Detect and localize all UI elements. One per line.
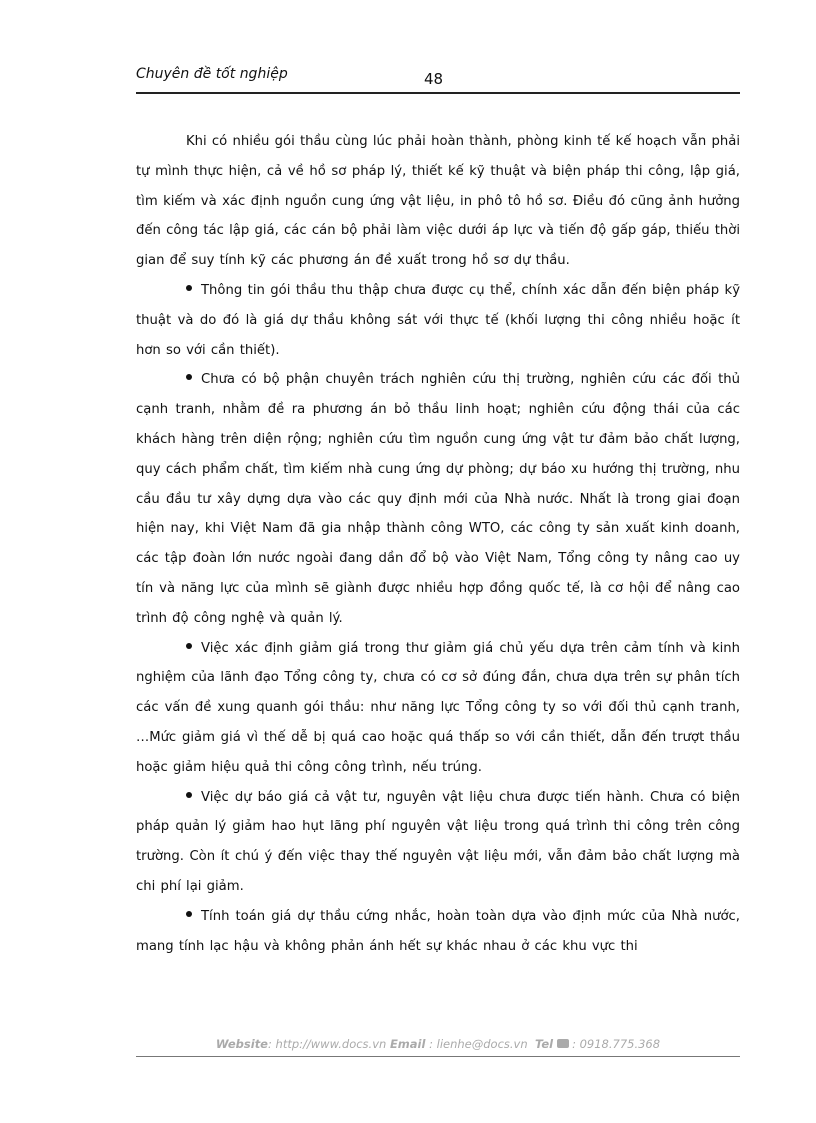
- header-title: Chuyên đề tốt nghiệp: [136, 66, 288, 82]
- bullet-text: Việc dự báo giá cả vật tư, nguyên vật liệu chưa được tiến hành. Chưa có biện pháp quản lý giảm hao hụt lãng phí nguyên vật liệu trong quá trình thi công trên công trường. Còn ít chú ý đến việc thay thế nguyên vật liệu mới, vẫn đảm bảo chất lượng mà chi phí lại giảm.: [136, 789, 740, 894]
- footer-website-link[interactable]: : http://www.docs.vn: [268, 1037, 387, 1051]
- bullet-item-5: [136, 902, 740, 962]
- bullet-item-4: [136, 783, 740, 902]
- bullet-item-3: [136, 634, 740, 783]
- footer-divider: [136, 1056, 740, 1057]
- bullet-icon: [186, 792, 192, 798]
- footer-email-label: Email: [389, 1037, 426, 1051]
- bullet-text: Chưa có bộ phận chuyên trách nghiên cứu thị trường, nghiên cứu các đối thủ cạnh tranh, nhằm đề ra phương án bỏ thầu linh hoạt; nghiên cứu động thái của các khách hàng trên diện rộng; nghiên cứu tìm nguồn cung ứng vật tư đảm bảo chất lượng, quy cách phẩm chất, tìm kiếm nhà cung ứng dự phòng; dự báo xu hướng thị trường, nhu cầu đầu tư xây dựng dựa vào các quy định mới của Nhà nước. Nhất là trong giai đoạn hiện nay, khi Việt Nam đã gia nhập thành công WTO, các công ty sản xuất kinh doanh, các tập đoàn lớn nước ngoài đang dần đổ bộ vào Việt Nam, Tổng công ty nâng cao uy tín và năng lực của mình sẽ giành được nhiều hợp đồng quốc tế, là cơ hội để nâng cao trình độ công nghệ và quản lý.: [136, 372, 740, 626]
- bullet-item-1: [136, 276, 740, 365]
- page-footer: [136, 1037, 740, 1051]
- footer-website-label: Website: [215, 1037, 268, 1051]
- bullet-text: Việc xác định giảm giá trong thư giảm giá chủ yếu dựa trên cảm tính và kinh nghiệm của lãnh đạo Tổng công ty, chưa có cơ sở đúng đắn, chưa dựa trên sự phân tích các vấn đề xung quanh gói thầu: như năng lực Tổng công ty so với đối thủ cạnh tranh, …Mức giảm giá vì thế dễ bị quá cao hoặc quá thấp so với cần thiết, dẫn đến trượt thầu hoặc giảm hiệu quả thi công công trình, nếu trúng.: [136, 640, 740, 775]
- bullet-icon: [186, 911, 192, 917]
- footer-tel-label: Tel: [534, 1037, 554, 1051]
- bullet-icon: [186, 285, 192, 291]
- page-number: 48: [424, 70, 444, 88]
- document-body: [136, 127, 740, 961]
- page-header: [136, 64, 740, 94]
- footer-tel-value: : 0918.775.368: [572, 1037, 661, 1051]
- bullet-text: Thông tin gói thầu thu thập chưa được cụ thể, chính xác dẫn đến biện pháp kỹ thuật và do đó là giá dự thầu không sát với thực tế (khối lượng thi công nhiều hoặc ít hơn so với cần thiết).: [136, 282, 740, 358]
- bullet-icon: [186, 643, 192, 649]
- bullet-text: Tính toán giá dự thầu cứng nhắc, hoàn toàn dựa vào định mức của Nhà nước, mang tính lạc hậu và không phản ánh hết sự khác nhau ở các khu vực thi: [136, 908, 740, 954]
- phone-icon: [557, 1039, 569, 1048]
- footer-email-link[interactable]: : lienhe@docs.vn: [425, 1037, 528, 1051]
- bullet-icon: [186, 374, 192, 380]
- bullet-item-2: [136, 365, 740, 633]
- paragraph-1: Khi có nhiều gói thầu cùng lúc phải hoàn thành, phòng kinh tế kế hoạch vẫn phải tự mình thực hiện, cả về hồ sơ pháp lý, thiết kế kỹ thuật và biện pháp thi công, lập giá, tìm kiếm và xác định nguồn cung ứng vật liệu, in phô tô hồ sơ. Điều đó cũng ảnh hưởng đến công tác lập giá, các cán bộ phải làm việc dưới áp lực và tiến độ gấp gáp, thiếu thời gian để suy tính kỹ các phương án đề xuất trong hồ sơ dự thầu.: [136, 134, 740, 269]
